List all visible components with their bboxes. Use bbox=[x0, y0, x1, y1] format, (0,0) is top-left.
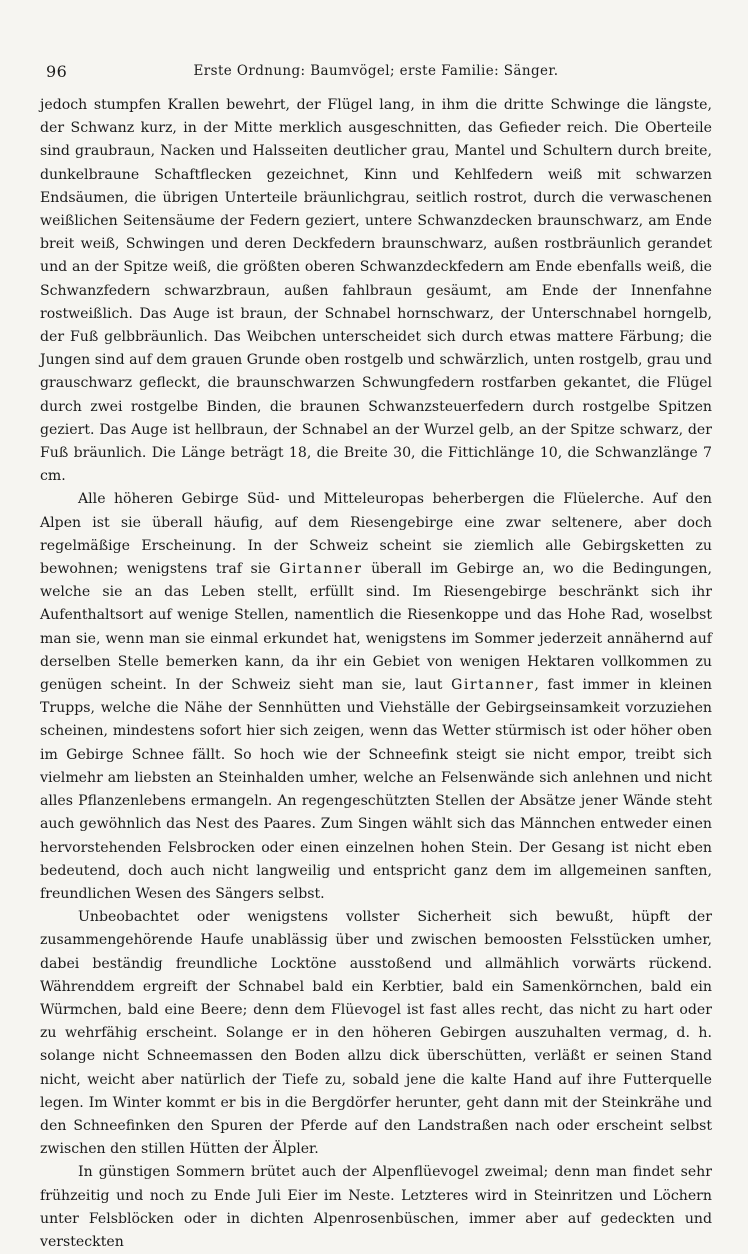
page-header bbox=[40, 62, 712, 86]
paragraph-text: jedoch stumpfen Krallen bewehrt, der Flügel lang, in ihm die dritte Schwinge die längste, der Schwanz kurz, in der Mitte merklich ausgeschnitten, das Gefieder reich. Die Oberteile sind graubraun, Nacken und Halsseiten deutlicher grau, Mantel und Schultern durch breite, dunkelbraune Schaftflecken gezeichnet, Kinn und Kehlfedern weiß mit schwarzen Endsäumen, die übrigen Unterteile bräunlichgrau, seitlich rostrot, durch die verwaschenen weißlichen Seitensäume der Federn geziert, untere Schwanzdecken braunschwarz, am Ende breit weiß, Schwingen und deren Deckfedern braunschwarz, außen rostbräunlich gerandet und an der Spitze weiß, die größten oberen Schwanzdeckfedern am Ende ebenfalls weiß, die Schwanzfedern schwarzbraun, außen fahlbraun gesäumt, am Ende der Innenfahne rostweißlich. Das Auge ist braun, der Schnabel hornschwarz, der Unterschnabel horngelb, der Fuß gelbbräunlich. Das Weibchen unterscheidet sich durch etwas mattere Färbung; die Jungen sind auf dem grauen Grunde oben rostgelb und schwärzlich, unten rostgelb, grau und grauschwarz gefleckt, die braunschwarzen Schwungfedern rostfarben gekantet, die Flügel durch zwei rostgelbe Binden, die braunen Schwanzsteuerfedern durch rostgelbe Spitzen geziert. Das Auge ist hellbraun, der Schnabel an der Wurzel gelb, an der Spitze schwarz, der Fuß bräunlich. Die Länge beträgt 18, die Breite 30, die Fittichlänge 10, die Schwanzlänge 7 cm. bbox=[40, 97, 712, 485]
page-number: 96 bbox=[46, 62, 68, 81]
paragraph-text: , fast immer in kleinen Trupps, welche die Nähe der Sennhütten und Viehställe der Gebirgseinsamkeit vorzuziehen scheinen, mindestens sofort hier sich zeigen, wenn das Wetter stürmisch ist oder höher oben im Gebirge Schnee fällt. So hoch wie der Schneefink steigt sie nicht empor, treibt sich vielmehr am liebsten an Steinhalden umher, welche an Felsenwände sich anlehnen und nicht alles Pflanzenlebens ermangeln. An regengeschützten Stellen der Absätze jener Wände steht auch gewöhnlich das Nest des Paares. Zum Singen wählt sich das Männchen entweder einen hervorstehenden Felsbrocken oder einen einzelnen hohen Stein. Der Gesang ist nicht eben bedeutend, doch auch nicht langweilig und entspricht ganz dem im allgemeinen sanften, freundlichen Wesen des Sängers selbst. bbox=[40, 677, 712, 902]
author-name: Girtanner bbox=[279, 561, 363, 578]
body-text bbox=[40, 94, 712, 1254]
paragraph bbox=[40, 1161, 712, 1254]
paragraph bbox=[40, 94, 712, 488]
paragraph-text: überall im Gebirge an, wo die Bedingungen, welche sie an das Leben stellt, erfüllt sind. Im Riesengebirge beschränkt sich ihr Aufenthaltsort auf wenige Stellen, namentlich die Riesenkoppe und das Hohe Rad, woselbst man sie, wenn man sie einmal erkundet hat, wenigstens im Sommer jederzeit annähernd auf derselben Stelle bemerken kann, da ihr ein Gebiet von wenigen Hektaren vollkommen zu genügen scheint. In der Schweiz sieht man sie, laut bbox=[40, 561, 712, 694]
author-name: Girtanner bbox=[451, 677, 535, 694]
paragraph bbox=[40, 488, 712, 906]
paragraph bbox=[40, 906, 712, 1161]
running-head: Erste Ordnung: Baumvögel; erste Familie: Sänger. bbox=[193, 63, 559, 79]
paragraph-text: In günstigen Sommern brütet auch der Alpenflüevogel zweimal; denn man findet sehr frühzeitig und noch zu Ende Juli Eier im Neste. Letzteres wird in Steinritzen und Löchern unter Felsblöcken oder in dichten Alpenrosenbüschen, immer aber auf gedeckten und versteckten bbox=[40, 1164, 712, 1250]
paragraph-text: Alle höheren Gebirge Süd- und Mitteleuropas beherbergen die Flüelerche. Auf den Alpen ist sie überall häufig, auf dem Riesengebirge eine zwar seltenere, aber doch regelmäßige Erscheinung. In der Schweiz scheint sie ziemlich alle Gebirgsketten zu bewohnen; wenigstens traf sie bbox=[40, 491, 712, 578]
paragraph-text: Unbeobachtet oder wenigstens vollster Sicherheit sich bewußt, hüpft der zusammengehörende Haufe unablässig über und zwischen bemoosten Felsstücken umher, dabei beständig freundliche Locktöne ausstoßend und allmählich vorwärts rückend. Währenddem ergreift der Schnabel bald ein Kerbtier, bald ein Samenkörnchen, bald ein Würmchen, bald eine Beere; denn dem Flüevogel ist fast alles recht, das nicht zu hart oder zu wehrfähig erscheint. Solange er in den höheren Gebirgen auszuhalten vermag, d. h. solange nicht Schneemassen den Boden allzu dick überschütten, verläßt er seinen Stand nicht, weicht aber natürlich der Tiefe zu, sobald jene die kalte Hand auf ihre Futterquelle legen. Im Winter kommt er bis in die Bergdörfer herunter, geht dann mit der Steinkrähe und den Schneefinken den Spuren der Pferde auf den Landstraßen nach oder erscheint selbst zwischen den stillen Hütten der Älpler. bbox=[40, 909, 712, 1158]
